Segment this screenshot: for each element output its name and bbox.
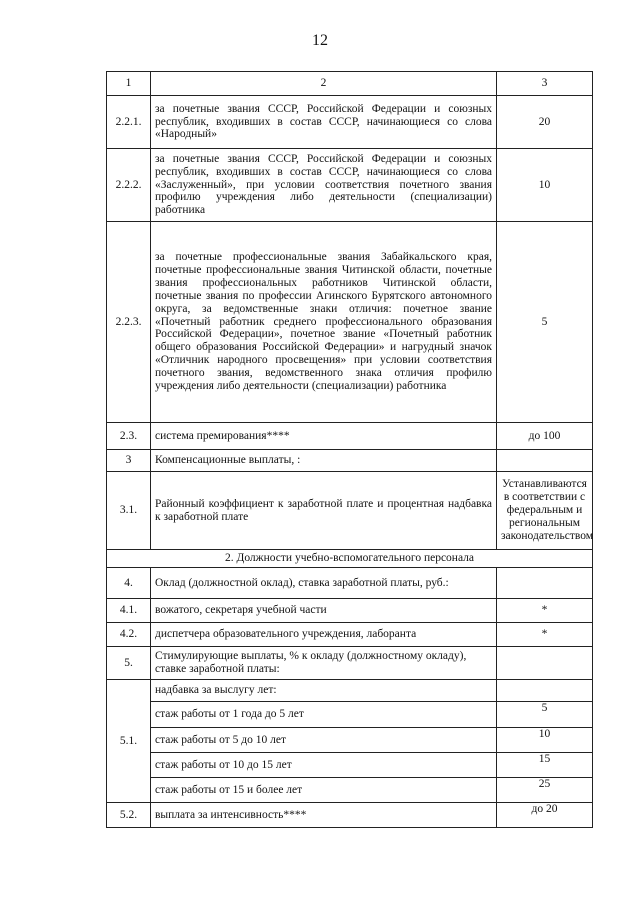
row-description: Стимулирующие выплаты, % к окладу (должностному окладу), ставке заработной платы:	[151, 647, 497, 680]
row-description: за почетные звания СССР, Российской Федерации и союзных республик, входивших в состав СССР, начинающиеся со слова «Заслуженный», при условии соответствия почетного звания профилю учреждения либо деятельности (специализации) работника	[151, 149, 497, 222]
row-number: 2.3.	[107, 423, 151, 450]
row-value: 10	[497, 728, 593, 753]
table-row	[107, 778, 593, 803]
row-value: *	[497, 599, 593, 623]
row-number: 2.2.1.	[107, 96, 151, 149]
header-col-1: 1	[107, 72, 151, 96]
row-description: стаж работы от 5 до 10 лет	[151, 728, 497, 753]
row-number: 5.1.	[107, 680, 151, 803]
row-number: 3.1.	[107, 472, 151, 550]
row-value: до 100	[497, 423, 593, 450]
row-value: 5	[497, 222, 593, 423]
table-row	[107, 728, 593, 753]
table-row	[107, 568, 593, 599]
table-header-row	[107, 72, 593, 96]
row-description: диспетчера образовательного учреждения, лаборанта	[151, 623, 497, 647]
row-description: Оклад (должностной оклад), ставка заработной платы, руб.:	[151, 568, 497, 599]
payment-table	[106, 71, 593, 828]
row-description: выплата за интенсивность****	[151, 803, 497, 828]
row-value: 10	[497, 149, 593, 222]
section-header-row	[107, 550, 593, 568]
row-value: *	[497, 623, 593, 647]
table-row	[107, 680, 593, 702]
row-description: Компенсационные выплаты, :	[151, 450, 497, 472]
table-row	[107, 702, 593, 728]
table-row	[107, 149, 593, 222]
table-row	[107, 803, 593, 828]
row-number: 5.	[107, 647, 151, 680]
row-number: 3	[107, 450, 151, 472]
row-description: стаж работы от 10 до 15 лет	[151, 753, 497, 778]
row-description: стаж работы от 15 и более лет	[151, 778, 497, 803]
row-number: 2.2.2.	[107, 149, 151, 222]
row-number: 5.2.	[107, 803, 151, 828]
row-value	[497, 450, 593, 472]
row-value: Устанавливаются в соответствии с федеральным и региональным законодательством	[497, 472, 593, 550]
row-description: система премирования****	[151, 423, 497, 450]
row-value: 15	[497, 753, 593, 778]
row-number: 4.1.	[107, 599, 151, 623]
table-row	[107, 96, 593, 149]
row-description: стаж работы от 1 года до 5 лет	[151, 702, 497, 728]
row-number: 4.	[107, 568, 151, 599]
row-description: Районный коэффициент к заработной плате и процентная надбавка к заработной плате	[151, 472, 497, 550]
row-value: до 20	[497, 803, 593, 828]
row-value	[497, 647, 593, 680]
row-description: за почетные звания СССР, Российской Федерации и союзных республик, входивших в состав СССР, начинающиеся со слова «Народный»	[151, 96, 497, 149]
row-description: вожатого, секретаря учебной части	[151, 599, 497, 623]
row-number: 4.2.	[107, 623, 151, 647]
table-row	[107, 647, 593, 680]
section-title: 2. Должности учебно-вспомогательного персонала	[107, 550, 593, 568]
table-row	[107, 450, 593, 472]
row-description: надбавка за выслугу лет:	[151, 680, 497, 702]
header-col-2: 2	[151, 72, 497, 96]
row-value: 20	[497, 96, 593, 149]
row-value: 5	[497, 702, 593, 728]
table-row	[107, 222, 593, 423]
table-row	[107, 472, 593, 550]
page-number: 12	[312, 32, 328, 49]
row-value	[497, 568, 593, 599]
row-description: за почетные профессиональные звания Забайкальского края, почетные профессиональные звания Читинской области, почетные звания профессиональных работников Читинской области, почетные звания по профессии Агинского Бурятского автономного округа, за ведомственные знаки отличия: почетное звание «Почетный работник среднего профессионального образования Российской Федерации», почетное звание «Почетный работник общего образования Российской Федерации» и нагрудный значок «Отличник народного просвещения» при условии соответствия почетного звания, ведомственного знака отличия профилю учреждения либо деятельности (специализации) работника	[151, 222, 497, 423]
row-number: 2.2.3.	[107, 222, 151, 423]
row-value: 25	[497, 778, 593, 803]
table-row	[107, 423, 593, 450]
table-row	[107, 753, 593, 778]
header-col-3: 3	[497, 72, 593, 96]
table-row	[107, 599, 593, 623]
table-row	[107, 623, 593, 647]
row-value	[497, 680, 593, 702]
